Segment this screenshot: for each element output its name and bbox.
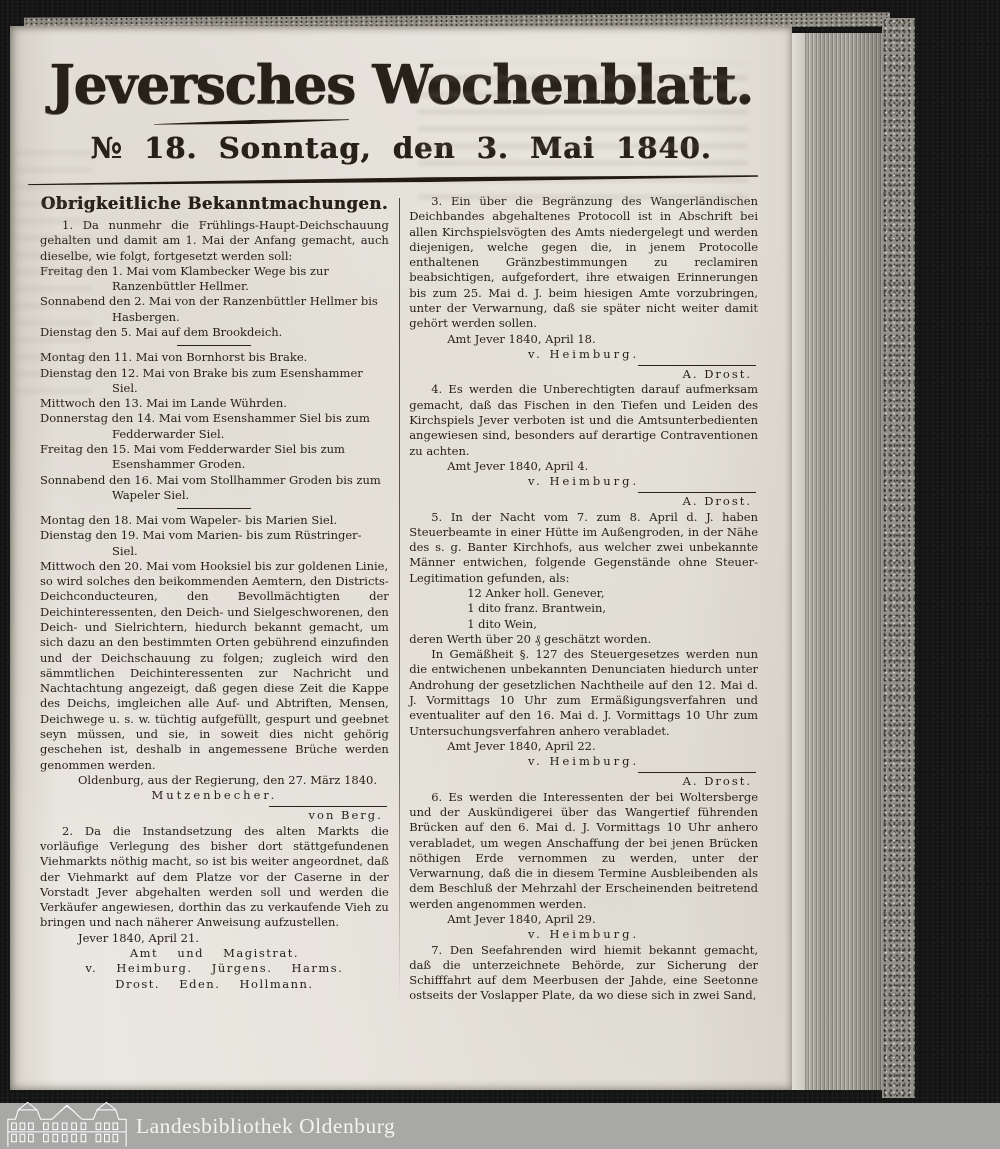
signature-drost: A. Drost. [682,774,753,789]
section-divider [177,345,251,346]
signature-rule [638,365,756,366]
article-columns [40,194,758,1004]
column-divider [399,198,400,1004]
signature-row: Drost. Eden. Hollmann. [115,976,314,991]
schedule-entry: Dienstag den 5. Mai auf dem Brookdeich. [40,324,283,339]
dateline-oldenburg: Oldenburg, aus der Regierung, den 27. März 1840. [78,772,377,787]
signature-heimburg: v. Heimburg. [528,754,640,769]
notice-3-paragraph: 3. Ein über die Begränzung des Wangerländischen Deichbandes abgehaltenes Protocoll ist in Abschrift bei allen Kirchspielsvögten des Amts niedergelegt und werden diejenigen, welche gegen die, in jenem Protocolle enthaltenen Gränzbestimmungen zu reclamiren beabsichtigen, aufgefordert, ihre etwaigen Erinnerungen bis zum 25. Mai d. J. beim hiesigen Amte vorzubringen, unter der Verwarnung, daß sie später nicht weiter damit gehört werden sollen. [409,194,759,331]
dateline-jever-april-4: Amt Jever 1840, April 4. [447,458,589,473]
goods-worth-line: deren Werth über 20 ₰ geschätzt worden. [409,631,652,646]
schedule-entry: Montag den 11. Mai von Bornhorst bis Brake. [40,350,308,365]
library-name-label: Landesbibliothek Oldenburg [136,1113,396,1138]
dateline-jever-april-18: Amt Jever 1840, April 18. [447,331,596,346]
notice-6-paragraph: 6. Es werden die Interessenten der bei Woltersberge und der Auskündigerei über das Wangertief führenden Brücken auf den 6. Mai d. J. Vormittags 10 Uhr anhero verabladet, um wegen Anschaffung der bei jenen Brücken nöthigen Erde vernommen zu werden, unter der Verwarnung, daß die in diesem Termine Ausbleibenden als dem Beschluß der Mehrzahl der Erscheinenden beitretend werden angenommen werden. [409,789,759,911]
schedule-entry: Montag den 18. Mai vom Wapeler- bis Marien Siel. [40,513,338,528]
signature-heimburg: v. Heimburg. [528,927,640,942]
notice-7-paragraph: 7. Den Seefahrenden wird hiemit bekannt gemacht, daß die unterzeichnete Behörde, zur Sicherung der Schifffahrt auf dem Meerbusen der Jahde, eine Seetonne ostseits der Voslapper Plate, da wo diese sich in zwei Sand, [409,942,759,1003]
header-rule [28,173,758,186]
signature-heimburg: v. Heimburg. [528,346,640,361]
notice-5-paragraph: 5. In der Nacht vom 7. zum 8. April d. J. haben Steuerbeamte in einer Hütte im Außengroden, in der Nähe des s. g. Banter Kirchhofs, aus welcher zwei unbekannte Männer entwichen, folgende Gegenstände ohne Steuer-Legitimation gefunden, als: [409,509,759,585]
schedule-entry: Freitag den 15. Mai vom Fedderwarder Siel bis zum Esenshammer Groden. [40,441,345,472]
notice-2-paragraph: 2. Da die Instandsetzung des alten Markts die vorläufige Verlegung des bisher dort stättgefundenen Viehmarkts nöthig macht, so ist bis weiter angeordnet, daß der Viehmarkt auf dem Platze vor der Caserne in der Vorstadt Jever abgehalten werden soll und werden die Verkäufer angewiesen, dorthin das zu verkaufende Vieh zu bringen und nach näherer Anweisung aufzustellen. [40,823,389,930]
page-leaf-edge [792,33,806,1090]
issue-date-line: № 18. Sonntag, den 3. Mai 1840. [90,131,712,165]
signature-heimburg: v. Heimburg. [528,474,640,489]
signature-rule [269,806,387,807]
notice-4-paragraph: 4. Es werden die Unberechtigten darauf aufmerksam gemacht, daß das Fischen in den Tiefen und Leiden des Kirchspiels Jever verboten ist und die Amtsunterbedienten angewiesen sind, besonders auf derartige Contraventionen zu achten. [409,382,759,458]
dateline-jever-april-29: Amt Jever 1840, April 29. [447,911,596,926]
signature-von-berg: von Berg. [308,808,383,823]
notice-1-paragraph: 1. Da nunmehr die Frühlings-Haupt-Deichschauung gehalten und damit am 1. Mai der Anfang gemacht, auch dieselbe, wie folgt, fortgesetzt werden soll: [40,218,389,263]
seized-goods-item: 1 dito Wein, [467,616,537,631]
notice-5-continuation: In Gemäßheit §. 127 des Steuergesetzes werden nun die entwichenen unbekannten Denunciaten hiedurch unter Androhung der gesetzlichen Nachtheile auf den 12. Mai d. J. Vormittags 10 Uhr zum Ermäßigungsverfahren und eventualiter auf den 16. Mai d. J. Vormittags 10 Uhr zum Untersuchungsverfahren anhero verabladet. [409,647,759,738]
library-building-icon [6,1097,128,1149]
signature-rule [638,492,756,493]
schedule-entry: Dienstag den 12. Mai von Brake bis zum Esenshammer Siel. [40,365,363,395]
schedule-entry: Mittwoch den 13. Mai im Lande Wührden. [40,396,287,411]
book-fore-edge [792,33,882,1090]
schedule-entry: Mittwoch den 20. Mai vom Hooksiel bis zur goldenen Linie, [40,558,389,573]
notice-1-continuation: so wird solches den beikommenden Aemtern, den Districts-Deichconducteuren, den Bevollmächtigten der Deichinteressenten, den Deich- und Sielgeschworenen, den Deich- und Sielrichtern, hiedurch bekannt gemacht, um sich dazu an den bestimmten Orten gebührend einzufinden und der Deichschauung zu folgen; zugleich wird den sämmtlichen Deichinteressenten zur Nachricht und Nachtachtung angezeigt, daß gegen diese Zeit die Kappe des Deichs, imgleichen alle Auf- und Abtriften, Mensen, Deichwege u. s. w. tüchtig aufgefüllt, gespurt und geebnet seyn müssen, und sie, in soweit dies nicht gehörig geschehen ist, deshalb in angemessene Brüche werden genommen werden. [40,574,389,772]
left-column [40,194,389,1004]
seized-goods-item: 12 Anker holl. Genever, [467,586,605,601]
schedule-entry: Donnerstag den 14. Mai vom Esenshammer Siel bis zum Fedderwarder Siel. [40,411,370,441]
signature-amt-und-magistrat: Amt und Magistrat. [129,945,299,960]
dateline-jever-april-22: Amt Jever 1840, April 22. [447,738,596,753]
schedule-entry: Freitag den 1. Mai vom Klambecker Wege bis zur Ranzenbüttler Hellmer. [40,263,329,294]
signature-drost: A. Drost. [682,494,753,509]
section-heading: Obrigkeitliche Bekanntmachungen. [40,194,388,213]
signature-drost: A. Drost. [682,367,753,382]
newspaper-page [10,26,792,1090]
masthead-rule [153,118,348,127]
schedule-entry: Sonnabend den 2. Mai von der Ranzenbüttler Hellmer bis Hasbergen. [40,294,378,324]
right-column [409,194,758,1004]
signature-mutzenbecher: Mutzenbecher. [151,788,278,803]
schedule-entry: Dienstag den 19. Mai vom Marien- bis zum Rüstringer- Siel. [40,528,362,558]
library-footer-bar [0,1103,1000,1149]
seized-goods-item: 1 dito franz. Brantwein, [467,601,607,616]
schedule-entry: Sonnabend den 16. Mai vom Stollhammer Groden bis zum Wapeler Siel. [40,472,381,502]
signature-rule [638,772,756,773]
book-cover-edge [882,18,915,1098]
masthead-title: Jeversches Wochenblatt. [49,54,753,116]
dateline-jever-april-21: Jever 1840, April 21. [78,930,199,945]
signature-row: v. Heimburg. Jürgens. Harms. [85,961,344,976]
section-divider [177,508,251,509]
